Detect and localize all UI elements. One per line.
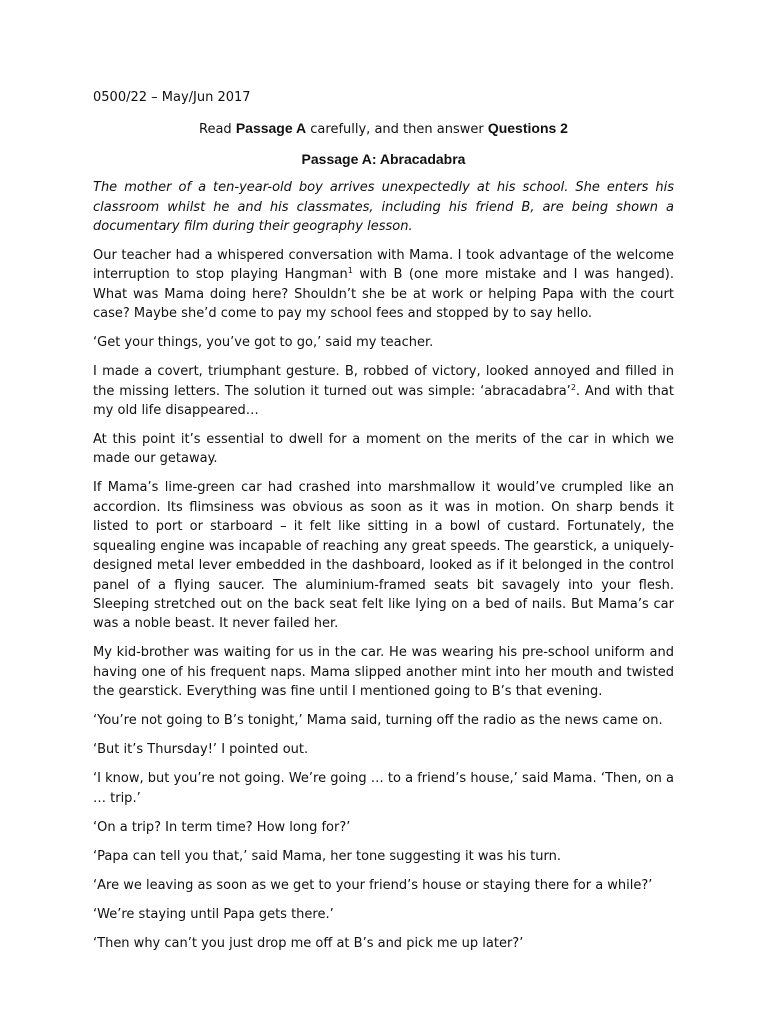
passage-intro: The mother of a ten-year-old boy arrives unexpectedly at his school. She enters his classroom whilst he and his classmates, including his friend B, are being shown a documentary film during their geography lesson. [93,180,674,235]
paragraph-1 [93,246,674,324]
passage-title: Passage A: Abracadabra [301,150,466,167]
instruction-text-2: carefully, and then answer [306,122,488,138]
footnote-marker-2: 2 [570,382,576,392]
exam-reference: 0500/22 – May/Jun 2017 [93,90,251,105]
document-page [93,88,674,963]
paragraph-1-text-a: Our teacher had a whispered conversation with Mama. I took advantage of the welcome interruption to stop playing Hangman [93,248,674,283]
paragraph-3 [93,362,674,420]
paragraph-10: ‘On a trip? In term time? How long for?’ [93,819,351,835]
paragraph-3-text-b: . And with that my old life disappeared… [93,383,674,419]
paragraph-8: ‘But it’s Thursday!’ I pointed out. [93,742,309,758]
paragraph-3-text-a: I made a covert, triumphant gesture. B, robbed of victory, looked annoyed and filled in the missing letters. The solution it turned out was simple: ‘abracadabra’ [93,364,674,399]
paragraph-2: ‘Get your things, you’ve got to go,’ said my teacher. [93,335,434,351]
paragraph-1-text-b: with B (one more mistake and I was hanged). What was Mama doing here? Shouldn’t she be at work or helping Papa with the court case? Maybe she’d come to pay my school fees and stopped by to say hello. [93,267,675,322]
paragraph-11: ‘Papa can tell you that,’ said Mama, her tone suggesting it was his turn. [93,848,561,864]
paragraph-6: My kid-brother was waiting for us in the car. He was wearing his pre-school uniform and having one of his frequent naps. Mama slipped another mint into her mouth and twisted the gearstick. Everything was fine until I mentioned going to B’s that evening. [93,645,674,700]
paragraph-7: ‘You’re not going to B’s tonight,’ Mama said, turning off the radio as the news came on. [93,713,663,729]
paragraph-13: ‘We’re staying until Papa gets there.’ [93,906,334,922]
paragraph-12: ‘Are we leaving as soon as we get to your friend’s house or staying there for a while?’ [93,877,653,893]
reading-instruction [93,119,674,139]
instruction-question-ref: Questions 2 [487,120,568,137]
instruction-text-1: Read [199,122,236,138]
paragraph-5: If Mama’s lime-green car had crashed into marshmallow it would’ve crumpled like an accordion. Its flimsiness was obvious as soon as it was in motion. On sharp bends it listed to port or starboard – it felt like sitting in a bowl of custard. Fortunately, the squealing engine was incapable of reaching any great speeds. The gearstick, a uniquely-designed metal lever embedded in the dashboard, looked as if it belonged in the control panel of a flying saucer. The aluminium-framed seats bit savagely into your flesh. Sleeping stretched out on the back seat felt like lying on a bed of nails. But Mama’s car was a noble beast. It never failed her. [93,480,674,632]
paragraph-14: ‘Then why can’t you just drop me off at B’s and pick me up later?’ [93,935,524,951]
paragraph-9: ‘I know, but you’re not going. We’re going … to a friend’s house,’ said Mama. ‘Then, on a … trip.’ [93,771,674,806]
footnote-marker-1: 1 [347,266,353,276]
instruction-passage-ref: Passage A [235,120,307,137]
paragraph-4: At this point it’s essential to dwell for a moment on the merits of the car in which we made our getaway. [93,432,674,467]
